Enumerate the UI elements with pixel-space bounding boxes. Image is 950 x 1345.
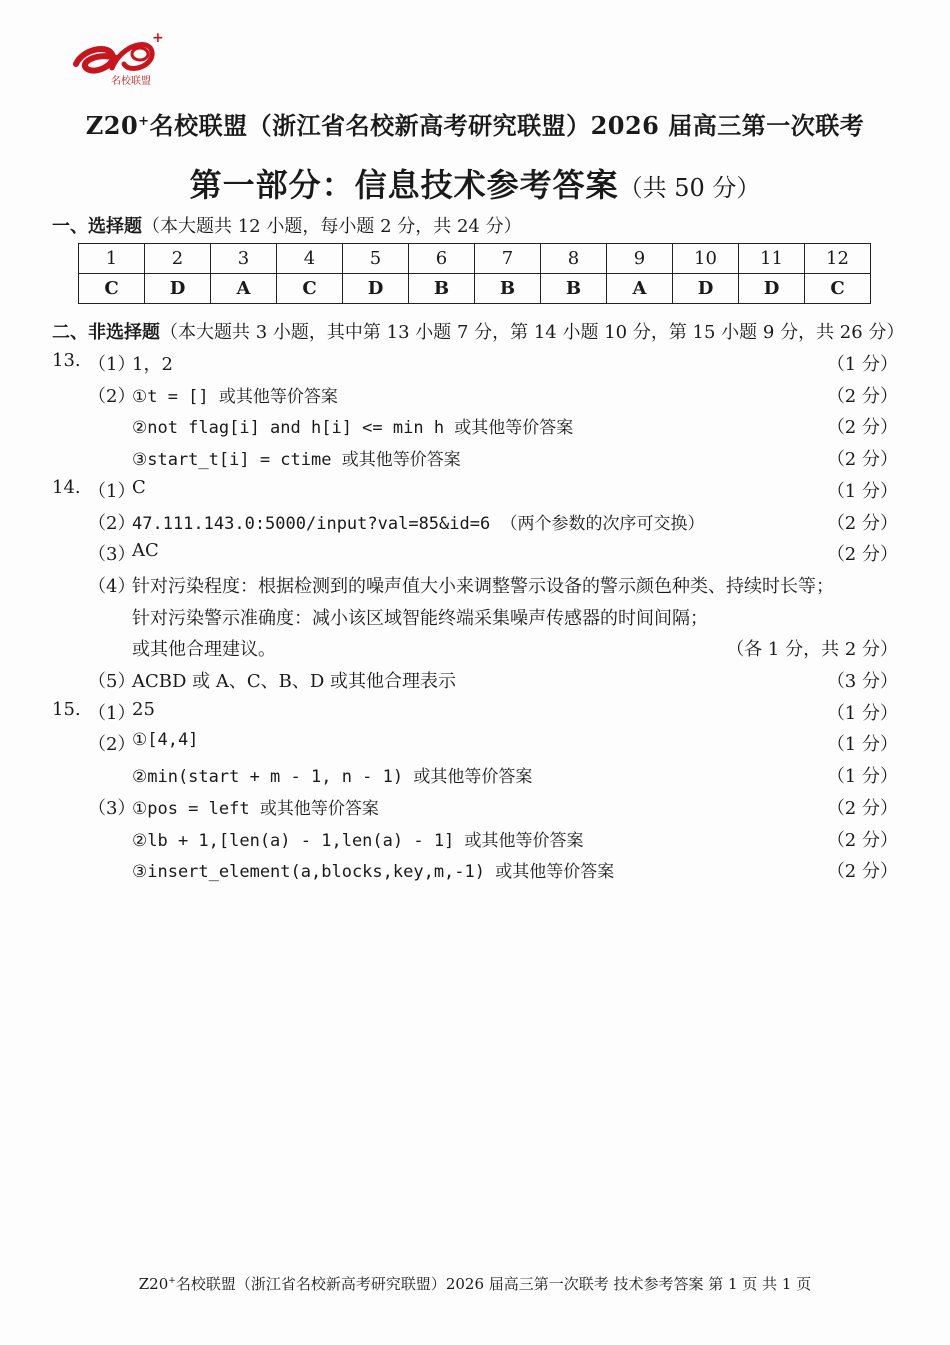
question-label: 14. — [52, 476, 81, 498]
question-number: 11 — [739, 244, 805, 274]
score-label: （1 分） — [826, 734, 898, 756]
answer-text: 针对污染警示准确度：减小该区域智能终端采集噪声传感器的时间间隔； — [132, 607, 708, 629]
answer-text: ②lb + 1,[len(a) - 1,len(a) - 1] 或其他等价答案 — [132, 830, 584, 851]
answer-text: 25 — [132, 698, 155, 720]
answer-line — [0, 604, 950, 634]
sub-question-label: （2） — [88, 385, 136, 407]
answer-line — [0, 730, 950, 760]
answer-cell: D — [673, 274, 739, 304]
score-label: （1 分） — [826, 766, 898, 788]
sub-question-label: （2） — [88, 512, 136, 534]
question-number: 8 — [541, 244, 607, 274]
question-number: 1 — [79, 244, 145, 274]
answer-cell: A — [607, 274, 673, 304]
score-label: （2 分） — [826, 449, 898, 471]
answer-line — [0, 540, 950, 570]
answer-text: ①t = [] 或其他等价答案 — [132, 386, 338, 407]
answer-text: 或其他合理建议。 — [132, 639, 276, 661]
answer-cell: D — [145, 274, 211, 304]
question-number: 9 — [607, 244, 673, 274]
answer-text: AC — [132, 540, 159, 562]
answer-line — [0, 794, 950, 824]
document-title: Z20+名校联盟（浙江省名校新高考研究联盟）2026 届高三第一次联考 — [85, 111, 865, 140]
sub-question-label: （1） — [88, 480, 136, 502]
sub-question-label: （3） — [88, 544, 136, 566]
section1-heading: 一、选择题（本大题共 12 小题，每小题 2 分，共 24 分） — [52, 216, 522, 237]
answer-cell: D — [739, 274, 805, 304]
answer-cell: B — [541, 274, 607, 304]
score-label: （3 分） — [826, 671, 898, 692]
answer-text: ①pos = left 或其他等价答案 — [132, 798, 379, 819]
answer-text: ②not flag[i] and h[i] <= min h 或其他等价答案 — [132, 418, 574, 439]
answer-line — [0, 477, 950, 507]
answer-text: 针对污染程度：根据检测到的噪声值大小来调整警示设备的警示颜色种类、持续时长等； — [132, 575, 834, 597]
question-number: 2 — [145, 244, 211, 274]
question-number: 6 — [409, 244, 475, 274]
question-number: 12 — [805, 244, 871, 274]
question-label: 15. — [52, 698, 81, 720]
sub-question-label: （3） — [88, 797, 136, 819]
answer-line — [0, 382, 950, 412]
answer-line — [0, 572, 950, 602]
score-label: （1 分） — [826, 702, 898, 724]
score-label: （各 1 分，共 2 分） — [726, 639, 898, 661]
answer-line — [0, 699, 950, 729]
score-label: （2 分） — [826, 829, 898, 851]
score-label: （2 分） — [826, 861, 898, 883]
section2-heading: 二、非选择题（本大题共 3 小题，其中第 13 小题 7 分，第 14 小题 10 分，第 15 小题 9 分，共 26 分） — [52, 322, 905, 343]
sub-question-label: （1） — [88, 354, 136, 375]
answer-text: ③insert_element(a,blocks,key,m,-1) 或其他等价答案 — [132, 862, 615, 883]
answer-cell: C — [277, 274, 343, 304]
question-number: 7 — [475, 244, 541, 274]
answer-line — [0, 762, 950, 792]
answer-cell: C — [79, 274, 145, 304]
answer-text: ①[4,4] — [132, 730, 199, 751]
answer-line — [0, 826, 950, 856]
answer-line — [0, 667, 950, 697]
page-footer: Z20+名校联盟（浙江省名校新高考研究联盟）2026 届高三第一次联考 技术参考答案 第 1 页 共 1 页 — [138, 1275, 812, 1293]
answer-text: 47.111.143.0:5000/input?val=85&id=6 （两个参数的次序可交换） — [132, 513, 705, 534]
answer-line — [0, 413, 950, 443]
question-number: 4 — [277, 244, 343, 274]
sub-question-label: （5） — [88, 671, 136, 692]
answer-table — [78, 243, 871, 304]
sub-question-label: （1） — [88, 702, 136, 724]
answer-line — [0, 635, 950, 665]
score-label: （2 分） — [826, 797, 898, 819]
answer-cell: C — [805, 274, 871, 304]
answer-line — [0, 509, 950, 539]
question-number: 10 — [673, 244, 739, 274]
question-number: 3 — [211, 244, 277, 274]
sub-question-label: （2） — [88, 734, 136, 756]
score-label: （2 分） — [826, 512, 898, 534]
answer-text: ACBD 或 A、C、B、D 或其他合理表示 — [132, 671, 457, 692]
answer-text: ②min(start + m - 1, n - 1) 或其他等价答案 — [132, 767, 533, 788]
score-label: （1 分） — [826, 480, 898, 502]
sub-question-label: （4） — [88, 575, 136, 597]
answer-text: 1，2 — [132, 354, 173, 375]
question-number: 5 — [343, 244, 409, 274]
answer-line — [0, 857, 950, 887]
answer-cell: A — [211, 274, 277, 304]
answer-cell: B — [475, 274, 541, 304]
score-label: （1 分） — [826, 354, 898, 375]
score-label: （2 分） — [826, 544, 898, 566]
document-subtitle: 第一部分：信息技术参考答案（共 50 分） — [189, 166, 761, 204]
answer-line — [0, 350, 950, 380]
answer-text: ③start_t[i] = ctime 或其他等价答案 — [132, 450, 461, 471]
answer-text: C — [132, 476, 146, 498]
score-label: （2 分） — [826, 417, 898, 439]
answer-cell: B — [409, 274, 475, 304]
answer-line — [0, 445, 950, 475]
score-label: （2 分） — [826, 385, 898, 407]
svg-text:+: + — [152, 30, 164, 46]
question-label: 13. — [52, 350, 81, 371]
logo-text: 名校联盟 — [111, 76, 151, 87]
answer-cell: D — [343, 274, 409, 304]
